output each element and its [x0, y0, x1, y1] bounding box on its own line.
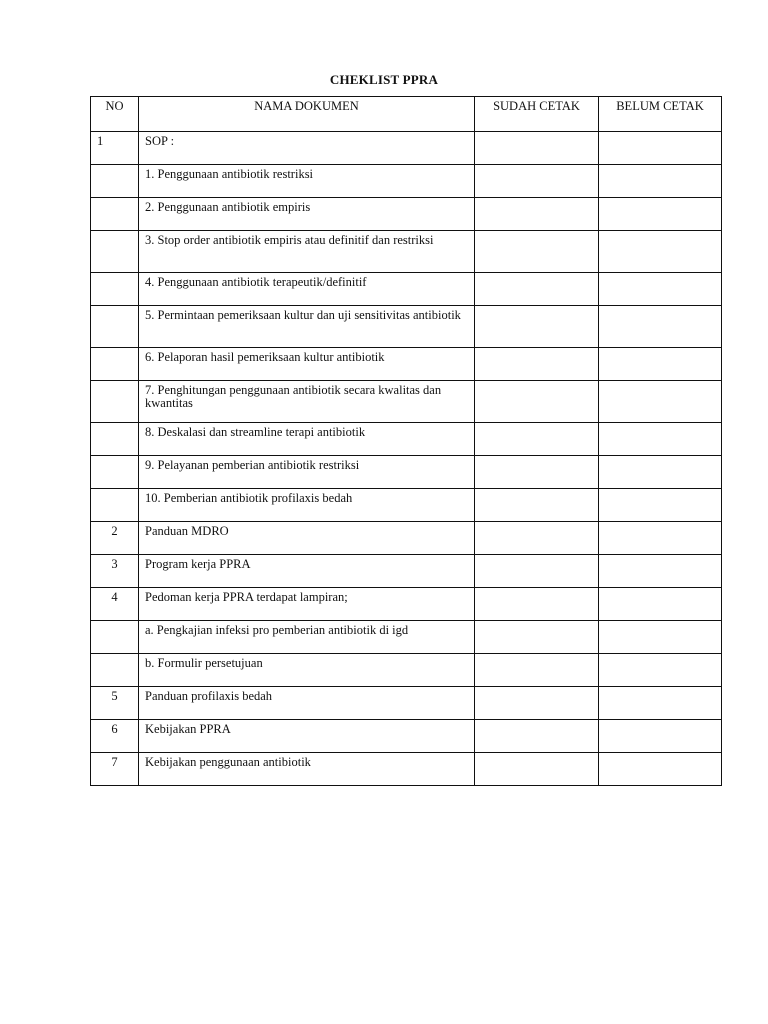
document-name: Kebijakan PPRA: [139, 720, 475, 753]
row-number: [91, 456, 139, 489]
sudah-cetak-cell[interactable]: [475, 588, 599, 621]
document-name: SOP :: [139, 132, 475, 165]
belum-cetak-cell[interactable]: [599, 198, 722, 231]
sudah-cetak-cell[interactable]: [475, 198, 599, 231]
sudah-cetak-cell[interactable]: [475, 165, 599, 198]
sudah-cetak-cell[interactable]: [475, 621, 599, 654]
row-number: [91, 273, 139, 306]
table-row: [91, 456, 722, 489]
row-number: [91, 165, 139, 198]
sudah-cetak-cell[interactable]: [475, 522, 599, 555]
sudah-cetak-cell[interactable]: [475, 555, 599, 588]
row-number: 6: [91, 720, 139, 753]
belum-cetak-cell[interactable]: [599, 231, 722, 273]
header-belum-cetak: BELUM CETAK: [599, 97, 722, 132]
belum-cetak-cell[interactable]: [599, 165, 722, 198]
belum-cetak-cell[interactable]: [599, 654, 722, 687]
table-row: [91, 132, 722, 165]
row-number: [91, 348, 139, 381]
document-name: 3. Stop order antibiotik empiris atau definitif dan restriksi: [139, 231, 475, 273]
table-row: [91, 588, 722, 621]
belum-cetak-cell[interactable]: [599, 522, 722, 555]
sudah-cetak-cell[interactable]: [475, 231, 599, 273]
row-number: 1: [91, 132, 139, 165]
document-name: Program kerja PPRA: [139, 555, 475, 588]
table-row: [91, 555, 722, 588]
page-title: CHEKLIST PPRA: [329, 72, 439, 87]
header-no: NO: [91, 97, 139, 132]
row-number: [91, 381, 139, 423]
sudah-cetak-cell[interactable]: [475, 456, 599, 489]
belum-cetak-cell[interactable]: [599, 348, 722, 381]
table-row: [91, 720, 722, 753]
document-name: Kebijakan penggunaan antibiotik: [139, 753, 475, 786]
row-number: 4: [91, 588, 139, 621]
belum-cetak-cell[interactable]: [599, 753, 722, 786]
belum-cetak-cell[interactable]: [599, 489, 722, 522]
table-row: [91, 231, 722, 273]
belum-cetak-cell[interactable]: [599, 555, 722, 588]
belum-cetak-cell[interactable]: [599, 687, 722, 720]
header-sudah-cetak: SUDAH CETAK: [475, 97, 599, 132]
row-number: [91, 231, 139, 273]
sudah-cetak-cell[interactable]: [475, 132, 599, 165]
belum-cetak-cell[interactable]: [599, 588, 722, 621]
table-row: [91, 489, 722, 522]
row-number: 7: [91, 753, 139, 786]
document-name: 2. Penggunaan antibiotik empiris: [139, 198, 475, 231]
row-number: [91, 654, 139, 687]
document-name: 7. Penghitungan penggunaan antibiotik secara kwalitas dan kwantitas: [139, 381, 475, 423]
row-number: 2: [91, 522, 139, 555]
sudah-cetak-cell[interactable]: [475, 687, 599, 720]
sudah-cetak-cell[interactable]: [475, 654, 599, 687]
belum-cetak-cell[interactable]: [599, 621, 722, 654]
document-name: 1. Penggunaan antibiotik restriksi: [139, 165, 475, 198]
belum-cetak-cell[interactable]: [599, 720, 722, 753]
row-number: [91, 489, 139, 522]
row-number: [91, 423, 139, 456]
belum-cetak-cell[interactable]: [599, 306, 722, 348]
document-name: 10. Pemberian antibiotik profilaxis bedah: [139, 489, 475, 522]
table-row: [91, 522, 722, 555]
row-number: [91, 198, 139, 231]
table-row: [91, 306, 722, 348]
belum-cetak-cell[interactable]: [599, 423, 722, 456]
document-name: a. Pengkajian infeksi pro pemberian antibiotik di igd: [139, 621, 475, 654]
document-name: Panduan MDRO: [139, 522, 475, 555]
document-name: 9. Pelayanan pemberian antibiotik restriksi: [139, 456, 475, 489]
document-name: 4. Penggunaan antibiotik terapeutik/definitif: [139, 273, 475, 306]
checklist-table: [90, 96, 722, 786]
sudah-cetak-cell[interactable]: [475, 423, 599, 456]
sudah-cetak-cell[interactable]: [475, 348, 599, 381]
row-number: [91, 306, 139, 348]
sudah-cetak-cell[interactable]: [475, 489, 599, 522]
sudah-cetak-cell[interactable]: [475, 306, 599, 348]
table-row: [91, 423, 722, 456]
document-name: 8. Deskalasi dan streamline terapi antibiotik: [139, 423, 475, 456]
table-row: [91, 381, 722, 423]
belum-cetak-cell[interactable]: [599, 273, 722, 306]
table-row: [91, 348, 722, 381]
sudah-cetak-cell[interactable]: [475, 720, 599, 753]
document-name: 5. Permintaan pemeriksaan kultur dan uji sensitivitas antibiotik: [139, 306, 475, 348]
table-row: [91, 165, 722, 198]
belum-cetak-cell[interactable]: [599, 456, 722, 489]
sudah-cetak-cell[interactable]: [475, 273, 599, 306]
sudah-cetak-cell[interactable]: [475, 753, 599, 786]
sudah-cetak-cell[interactable]: [475, 381, 599, 423]
row-number: 5: [91, 687, 139, 720]
row-number: 3: [91, 555, 139, 588]
belum-cetak-cell[interactable]: [599, 132, 722, 165]
table-row: [91, 273, 722, 306]
document-name: b. Formulir persetujuan: [139, 654, 475, 687]
table-header-row: [91, 97, 722, 132]
document-name: Pedoman kerja PPRA terdapat lampiran;: [139, 588, 475, 621]
table-row: [91, 654, 722, 687]
header-nama-dokumen: NAMA DOKUMEN: [139, 97, 475, 132]
belum-cetak-cell[interactable]: [599, 381, 722, 423]
table-row: [91, 198, 722, 231]
table-row: [91, 687, 722, 720]
table-row: [91, 621, 722, 654]
row-number: [91, 621, 139, 654]
document-name: 6. Pelaporan hasil pemeriksaan kultur antibiotik: [139, 348, 475, 381]
document-name: Panduan profilaxis bedah: [139, 687, 475, 720]
table-row: [91, 753, 722, 786]
